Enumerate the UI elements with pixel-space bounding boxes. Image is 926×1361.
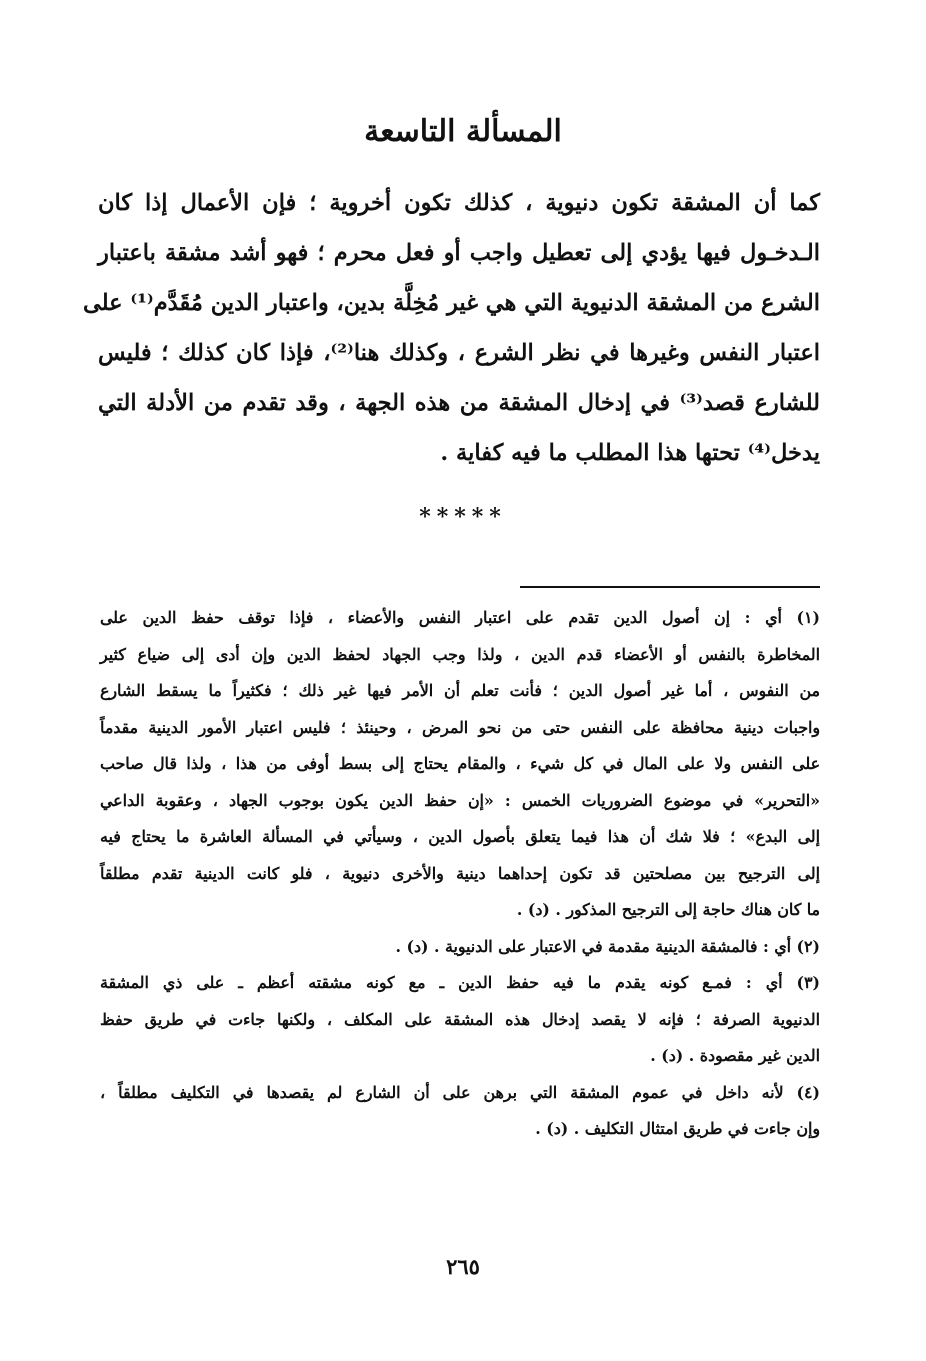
footnote-line: إلى البدع» ؛ فلا شك أن هذا فيما يتعلق بأصول الدين ، وسيأتي في المسألة العاشرة ما يحتاج فيه	[100, 827, 820, 846]
footnote-line: الدين غير مقصودة . (د) .	[650, 1046, 820, 1065]
body-line: للشارع قصد⁽³⁾ في إدخال المشقة من هذه الجهة ، وقد تقدم من الأدلة التي	[98, 390, 820, 416]
footnote-rule	[520, 586, 820, 588]
footnote-line: من النفوس ، أما غير أصول الدين ؛ فأنت تعلم أن الأمر فيها غير ذلك ؛ فكثيراً ما يسقط الشارع	[100, 681, 820, 700]
footnote-line: (٤) لأنه داخل في عموم المشقة التي برهن على أن الشارع لم يقصدها في التكليف مطلقاً ،	[100, 1082, 820, 1102]
footnote-4	[100, 1075, 820, 1148]
main-paragraph	[82, 178, 820, 478]
footnote-line: (١) أي : إن أصول الدين تقدم على اعتبار النفس والأعضاء ، فإذا توقف حفظ الدين على	[100, 608, 820, 627]
footnote-line: ما كان هناك حاجة إلى الترجيح المذكور . (د) .	[516, 900, 820, 919]
footnote-line: على النفس ولا على المال في كل شيء ، والمقام يحتاج إلى بسط أوفى من هذا ، ولذا قال صاحب	[100, 754, 820, 773]
body-line: الـدخـول فيها يؤدي إلى تعطيل واجب أو فعل محرم ؛ فهو أشد مشقة باعتبار	[98, 240, 820, 266]
footnote-line: إلى الترجيح بين مصلحتين قد تكون إحداهما دينية والأخرى دنيوية ، فلو كانت الدينية تقدم مطلقاً	[100, 863, 820, 883]
section-separator: *****	[419, 504, 507, 530]
footnote-line: واجبات دينية محافظة على النفس حتى من نحو المرض ، وحينئذ ؛ فليس اعتبار الأمور الدينية مقدماً	[100, 717, 820, 737]
section-title: المسألة التاسعة	[364, 114, 562, 149]
body-line: الشرع من المشقة الدنيوية التي هي غير مُخِلَّة بدين، واعتبار الدين مُقَدَّم⁽¹⁾ على	[82, 290, 820, 316]
footnote-line: (٣) أي : فمـع كونه يقدم ما فيه حفظ الدين ـ مع كونه مشقته أعظم ـ على ذي المشقة	[100, 973, 820, 992]
body-line: يدخل⁽⁴⁾ تحتها هذا المطلب ما فيه كفاية .	[440, 440, 820, 466]
body-line: اعتبار النفس وغيرها في نظر الشرع ، وكذلك هنا⁽²⁾، فإذا كان كذلك ؛ فليس	[98, 340, 820, 366]
footnote-line: «التحرير» في موضوع الضروريات الخمس : «إن حفظ الدين يكون بوجوب الجهاد ، وعقوبة الداعي	[100, 790, 820, 810]
footnotes	[100, 600, 820, 1148]
footnote-line: الدنيوية الصرفة ؛ فإنه لا يقصد إدخال هذه المشقة على المكلف ، ولكنها جاءت في طريق حفظ	[100, 1009, 820, 1029]
footnote-line: وإن جاءت في طريق امتثال التكليف . (د) .	[535, 1119, 820, 1138]
footnote-3	[100, 965, 820, 1075]
page-number: ٢٦٥	[446, 1254, 480, 1279]
body-line: كما أن المشقة تكون دنيوية ، كذلك تكون أخروية ؛ فإن الأعمال إذا كان	[98, 190, 820, 216]
footnote-1	[100, 600, 820, 929]
footnote-line: (٢) أي : فالمشقة الدينية مقدمة في الاعتبار على الدنيوية . (د) .	[395, 936, 820, 956]
footnote-2	[100, 929, 820, 966]
footnote-line: المخاطرة بالنفس أو الأعضاء قدم الدين ، ولذا وجب الجهاد لحفظ الدين وإن أدى إلى ضياع كثير	[100, 644, 820, 664]
